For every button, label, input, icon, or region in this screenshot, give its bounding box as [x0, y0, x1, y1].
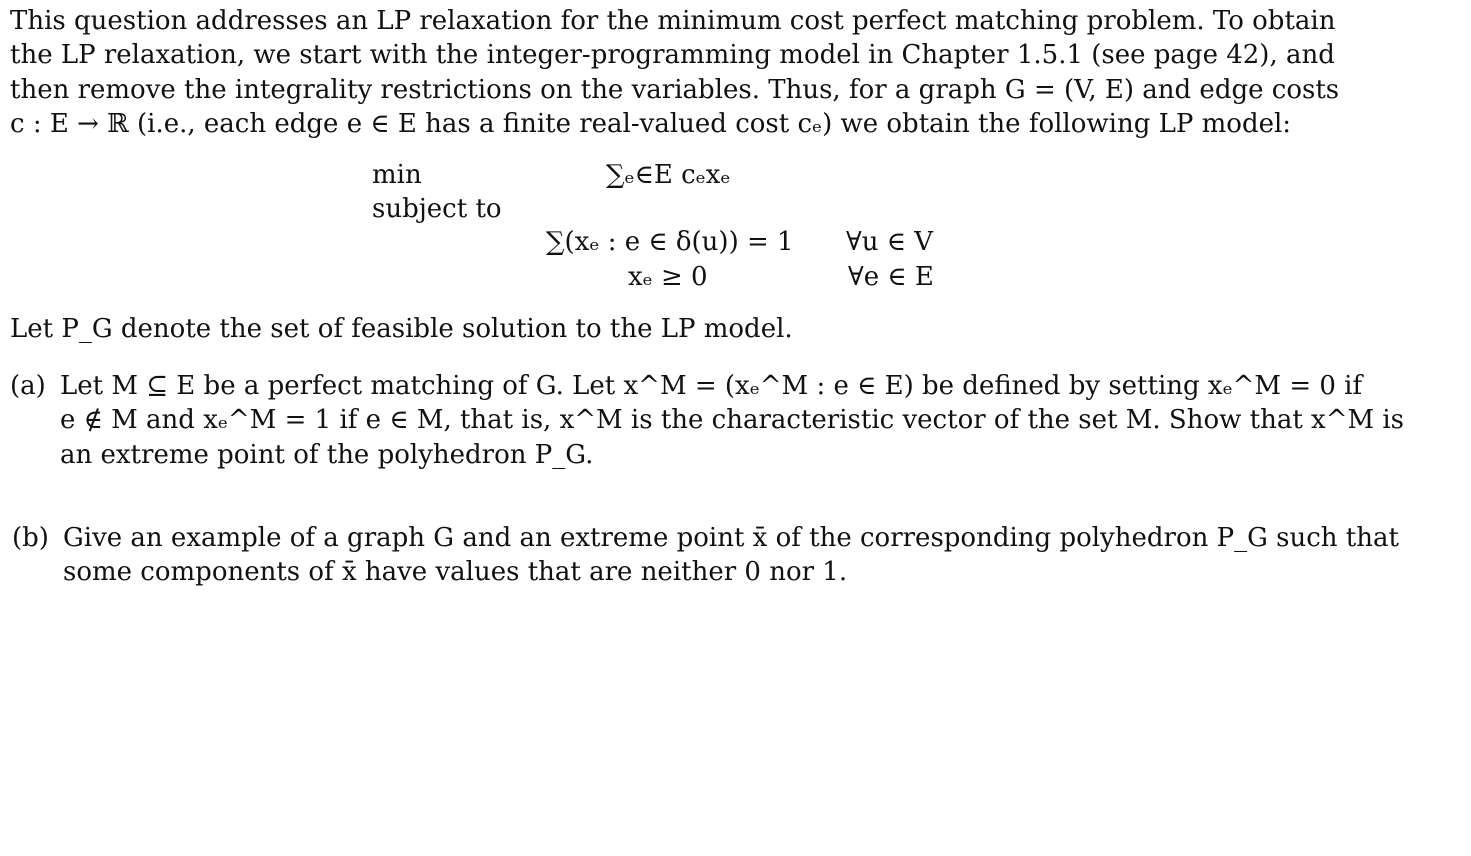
part-b-line-2: some components of x̄ have values that are neither 0 nor 1. — [63, 557, 848, 588]
intro-line-2: the LP relaxation, we start with the integer-programming model in Chapter 1.5.1 (see page 42), and — [10, 40, 1335, 71]
lp-constraint-degree-quantifier: ∀u ∈ V — [846, 227, 933, 257]
lp-constraint-nonnegativity: xₑ ≥ 0 — [628, 262, 708, 292]
intro-line-3: then remove the integrality restrictions on the variables. Thus, for a graph G = (V, E) and edge costs — [10, 74, 1340, 105]
lp-objective: ∑ₑ∈E cₑxₑ — [606, 160, 731, 190]
part-b-line-1: Give an example of a graph G and an extreme point x̄ of the corresponding polyhedron P_G such that — [63, 523, 1399, 553]
part-a-line-1: Let M ⊆ E be a perfect matching of G. Let x^M = (xₑ^M : e ∈ E) be defined by setting xₑ^M = 0 if — [60, 371, 1363, 401]
lp-constraint-degree: ∑(xₑ : e ∈ δ(u)) = 1 — [546, 227, 794, 257]
part-b-body — [63, 521, 1399, 590]
part-a-line-2: e ∉ M and xₑ^M = 1 if e ∈ M, that is, x^M is the characteristic vector of the set M. Show that x^M is — [60, 405, 1405, 436]
lp-model — [0, 0, 1471, 320]
lp-constraint-nonnegativity-quantifier: ∀e ∈ E — [848, 262, 934, 292]
part-b-label: (b) — [12, 523, 49, 553]
intro-line-1: This question addresses an LP relaxation for the minimum cost perfect matching problem. To obtain — [10, 6, 1336, 36]
intro-line-4: c : E → ℝ (i.e., each edge e ∈ E has a finite real-valued cost cₑ) we obtain the following LP model: — [10, 109, 1292, 140]
feasible-set-definition: Let P_G denote the set of feasible solution to the LP model. — [10, 314, 793, 344]
part-a-label: (a) — [10, 371, 46, 401]
part-a-line-3: an extreme point of the polyhedron P_G. — [60, 439, 594, 470]
lp-subject-to-label: subject to — [372, 194, 502, 224]
lp-min-label: min — [372, 160, 422, 190]
part-a-body — [60, 369, 1405, 472]
